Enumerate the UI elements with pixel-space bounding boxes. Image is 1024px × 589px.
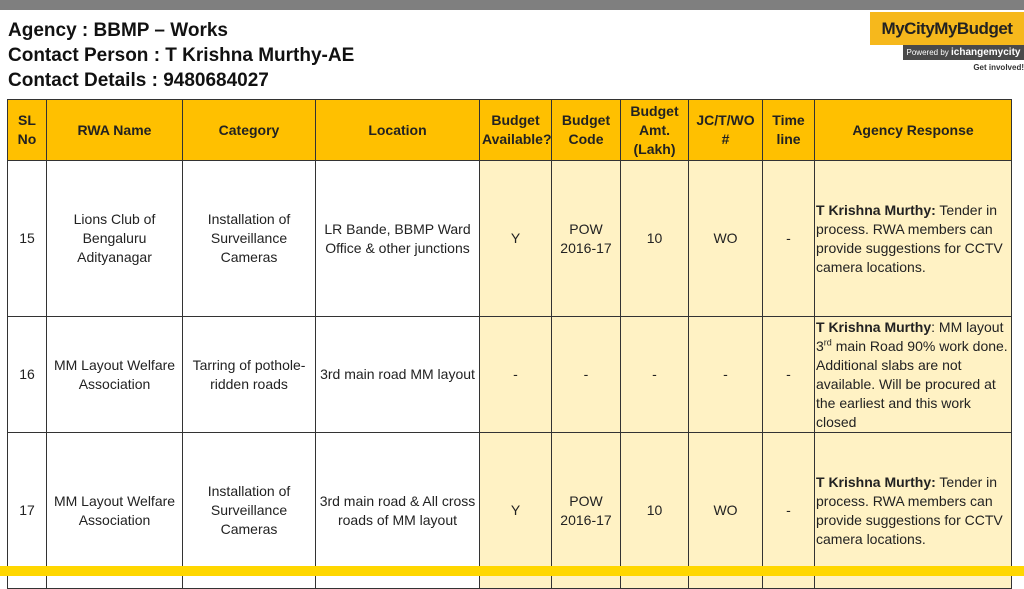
col-timeline: Time line <box>763 100 815 161</box>
response-text: Tender in process. RWA members can provide suggestions for CCTV camera locations. <box>816 473 1003 547</box>
col-budget-amt: Budget Amt. (Lakh) <box>621 100 689 161</box>
cell-available: Y <box>480 433 552 589</box>
org-name: ichangemycity <box>951 47 1021 58</box>
response-name: T Krishna Murthy <box>816 318 932 335</box>
agency-line: Agency : BBMP – Works <box>8 20 228 41</box>
powered-by-text: Powered by <box>906 48 949 57</box>
top-bar <box>0 0 1024 10</box>
cell-location: 3rd main road MM layout <box>316 317 480 433</box>
cell-amount: 10 <box>621 161 689 317</box>
cell-location: LR Bande, BBMP Ward Office & other junctions <box>316 161 480 317</box>
table-row <box>8 161 1012 317</box>
cell-amount: 10 <box>621 433 689 589</box>
col-jc-t-wo: JC/T/WO # <box>689 100 763 161</box>
response-text: Tender in process. RWA members can provide suggestions for CCTV camera locations. <box>816 201 1003 275</box>
cell-sl: 15 <box>8 161 47 317</box>
col-sl-no: SL No <box>8 100 47 161</box>
cell-category: Installation of Surveillance Cameras <box>183 433 316 589</box>
response-text-post: main Road 90% work done. Additional slabs are not available. Will be procured at the earliest and this work closed <box>816 337 1008 430</box>
logo-powered-by <box>903 45 1024 60</box>
cell-response <box>815 161 1012 317</box>
cell-code: - <box>552 317 621 433</box>
cell-wo: WO <box>689 433 763 589</box>
header-block <box>8 18 354 93</box>
table-row <box>8 317 1012 433</box>
cell-timeline: - <box>763 433 815 589</box>
response-name: T Krishna Murthy: <box>816 201 936 218</box>
cell-wo: WO <box>689 161 763 317</box>
col-location: Location <box>316 100 480 161</box>
cell-rwa: MM Layout Welfare Association <box>47 433 183 589</box>
logo-tagline: Get involved! <box>973 63 1024 72</box>
mycitymybudget-logo <box>870 12 1024 76</box>
cell-sl: 16 <box>8 317 47 433</box>
response-text-pre: : MM layout 3 <box>816 318 1004 354</box>
cell-rwa: MM Layout Welfare Association <box>47 317 183 433</box>
response-text-sup: rd <box>823 336 832 347</box>
cell-timeline: - <box>763 317 815 433</box>
table-header-row <box>8 100 1012 161</box>
works-table <box>7 99 1012 589</box>
col-rwa-name: RWA Name <box>47 100 183 161</box>
col-category: Category <box>183 100 316 161</box>
logo-title: MyCityMyBudget <box>870 12 1024 45</box>
cell-category: Tarring of pothole-ridden roads <box>183 317 316 433</box>
contact-person-line: Contact Person : T Krishna Murthy-AE <box>8 45 355 66</box>
response-name: T Krishna Murthy: <box>816 473 936 490</box>
bottom-bar <box>0 566 1024 576</box>
cell-response <box>815 317 1012 433</box>
col-budget-code: Budget Code <box>552 100 621 161</box>
cell-category: Installation of Surveillance Cameras <box>183 161 316 317</box>
cell-available: - <box>480 317 552 433</box>
cell-location: 3rd main road & All cross roads of MM layout <box>316 433 480 589</box>
cell-amount: - <box>621 317 689 433</box>
cell-timeline: - <box>763 161 815 317</box>
cell-code: POW 2016-17 <box>552 433 621 589</box>
cell-wo: - <box>689 317 763 433</box>
cell-sl: 17 <box>8 433 47 589</box>
cell-available: Y <box>480 161 552 317</box>
cell-code: POW 2016-17 <box>552 161 621 317</box>
col-budget-available: Budget Available? <box>480 100 552 161</box>
contact-details-line: Contact Details : 9480684027 <box>8 70 269 91</box>
col-agency-response: Agency Response <box>815 100 1012 161</box>
cell-rwa: Lions Club of Bengaluru Adityanagar <box>47 161 183 317</box>
